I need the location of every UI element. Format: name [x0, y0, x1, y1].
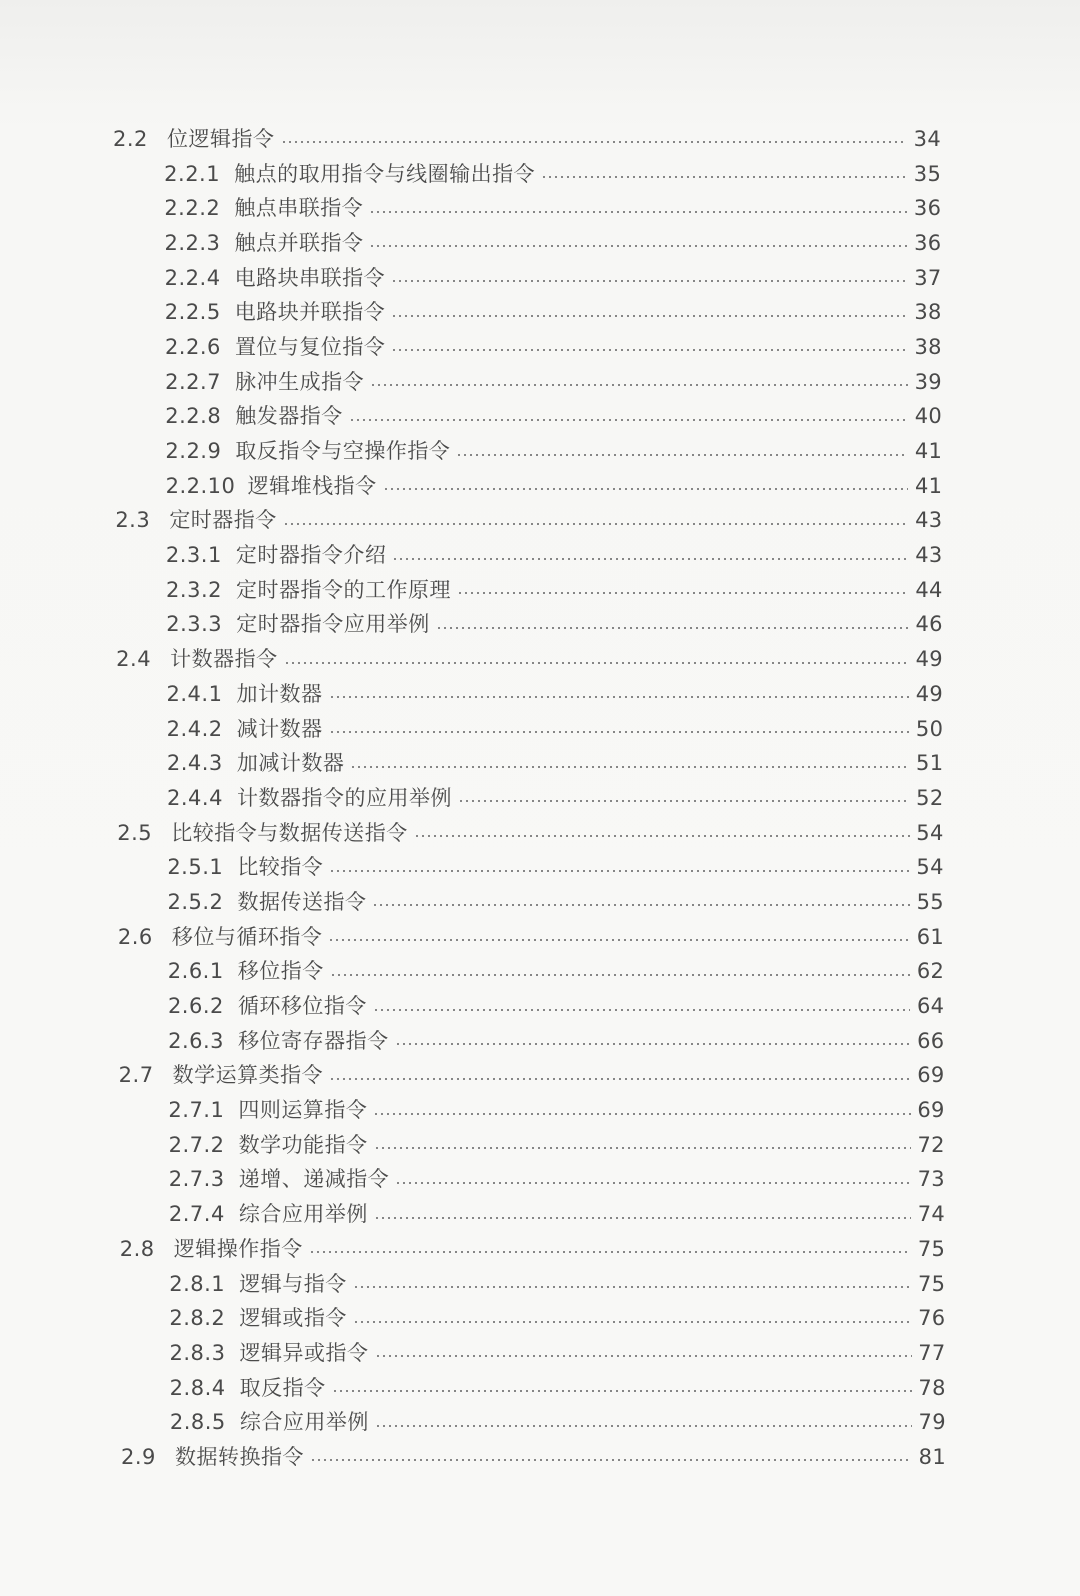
toc-entry-page-number: 36 — [914, 230, 942, 255]
toc-entry-page-number: 74 — [917, 1202, 946, 1227]
toc-entry-number: 2.2.7 — [165, 369, 222, 394]
toc-entry-title: 数据传送指令 — [237, 889, 367, 914]
toc-section-entry — [0, 816, 944, 851]
dot-leader — [375, 1355, 912, 1357]
toc-entry-page-number: 40 — [914, 404, 943, 429]
toc-section-entry — [0, 1440, 946, 1475]
toc-entry-title: 定时器指令 — [169, 508, 277, 533]
dot-leader — [329, 870, 909, 872]
toc-entry-number: 2.2.6 — [164, 334, 221, 359]
dot-leader — [332, 1390, 912, 1392]
toc-entry-page-number: 39 — [914, 369, 942, 394]
toc-subsection-entry — [0, 1405, 946, 1440]
toc-subsection-entry — [0, 538, 943, 573]
toc-section-entry — [0, 642, 943, 677]
toc-subsection-entry — [0, 1301, 945, 1336]
toc-subsection-entry — [0, 295, 942, 330]
table-of-contents — [0, 122, 1080, 1475]
toc-subsection-entry — [0, 677, 943, 712]
toc-subsection-entry — [0, 573, 943, 608]
toc-subsection-entry — [0, 226, 941, 261]
dot-leader — [369, 245, 907, 247]
toc-entry-number: 2.2 — [113, 126, 148, 151]
toc-entry-number: 2.7.3 — [168, 1167, 225, 1192]
toc-entry-title: 定时器指令应用举例 — [236, 612, 430, 637]
toc-entry-number: 2.8.1 — [169, 1271, 226, 1296]
toc-entry-title: 加计数器 — [236, 681, 323, 706]
toc-entry-title: 移位指令 — [237, 959, 324, 984]
dot-leader — [373, 1113, 910, 1115]
toc-entry-title: 逻辑堆栈指令 — [247, 473, 377, 498]
toc-subsection-entry — [0, 1371, 946, 1406]
toc-entry-page-number: 55 — [916, 889, 944, 914]
toc-entry-title: 电路块串联指令 — [234, 265, 386, 290]
toc-entry-page-number: 78 — [918, 1375, 946, 1400]
toc-entry-page-number: 54 — [916, 820, 944, 845]
toc-subsection-entry — [0, 1093, 945, 1128]
toc-entry-title: 取反指令与空操作指令 — [235, 439, 451, 464]
toc-entry-page-number: 73 — [917, 1167, 945, 1192]
toc-entry-number: 2.3 — [115, 508, 151, 533]
toc-entry-title: 数学功能指令 — [238, 1132, 368, 1157]
toc-entry-number: 2.4.2 — [166, 716, 223, 741]
toc-entry-number: 2.2.8 — [165, 404, 222, 429]
dot-leader — [283, 523, 909, 525]
toc-entry-page-number: 41 — [914, 439, 943, 464]
toc-entry-number: 2.3.1 — [165, 543, 222, 568]
dot-leader — [309, 1251, 911, 1253]
toc-entry-number: 2.8.2 — [169, 1306, 226, 1331]
toc-subsection-entry — [0, 1197, 945, 1232]
toc-entry-title: 四则运算指令 — [238, 1098, 368, 1123]
toc-entry-number: 2.6.2 — [167, 994, 224, 1019]
toc-entry-title: 递增、递减指令 — [238, 1167, 390, 1192]
toc-entry-page-number: 66 — [917, 1028, 945, 1053]
toc-subsection-entry — [0, 955, 944, 990]
toc-entry-number: 2.4.1 — [166, 681, 223, 706]
toc-entry-title: 触点并联指令 — [234, 230, 364, 255]
toc-entry-number: 2.2.3 — [164, 230, 221, 255]
dot-leader — [370, 384, 908, 386]
dot-leader — [374, 1217, 911, 1219]
dot-leader — [383, 488, 909, 490]
toc-entry-number: 2.5 — [117, 820, 153, 845]
toc-entry-title: 综合应用举例 — [239, 1410, 369, 1435]
dot-leader — [349, 419, 908, 421]
dot-leader — [330, 974, 910, 976]
toc-section-entry — [0, 920, 944, 955]
toc-subsection-entry — [0, 191, 941, 226]
toc-entry-number: 2.8 — [119, 1236, 155, 1261]
dot-leader — [310, 1459, 912, 1461]
dot-leader — [391, 280, 907, 282]
dot-leader — [284, 662, 909, 664]
toc-entry-title: 比较指令与数据传送指令 — [171, 820, 408, 845]
toc-entry-title: 定时器指令的工作原理 — [236, 577, 452, 602]
toc-entry-number: 2.3.3 — [166, 612, 223, 637]
toc-entry-title: 移位寄存器指令 — [238, 1028, 389, 1053]
toc-subsection-entry — [0, 608, 943, 643]
toc-entry-title: 取反指令 — [239, 1375, 326, 1400]
toc-entry-page-number: 69 — [917, 1098, 945, 1123]
toc-entry-page-number: 44 — [915, 577, 943, 602]
toc-entry-page-number: 43 — [915, 543, 943, 568]
toc-subsection-entry — [0, 365, 942, 400]
toc-entry-title: 加减计数器 — [236, 751, 345, 776]
dot-leader — [395, 1182, 911, 1184]
toc-entry-title: 逻辑与指令 — [239, 1271, 347, 1296]
toc-entry-title: 触发器指令 — [235, 404, 343, 429]
toc-entry-title: 数学运算类指令 — [172, 1063, 324, 1088]
toc-entry-page-number: 43 — [915, 508, 943, 533]
toc-entry-page-number: 72 — [917, 1132, 945, 1157]
toc-entry-number: 2.5.1 — [167, 855, 224, 880]
dot-leader — [369, 211, 907, 213]
toc-entry-page-number: 38 — [914, 300, 942, 325]
dot-leader — [458, 800, 910, 802]
toc-subsection-entry — [0, 1128, 945, 1163]
toc-entry-title: 电路块并联指令 — [234, 300, 386, 325]
toc-entry-number: 2.6 — [117, 924, 153, 949]
toc-entry-number: 2.7.1 — [168, 1098, 225, 1123]
toc-entry-title: 减计数器 — [236, 716, 323, 741]
toc-entry-page-number: 34 — [913, 126, 941, 151]
dot-leader — [329, 1078, 910, 1080]
dot-leader — [456, 454, 908, 456]
dot-leader — [372, 904, 909, 906]
toc-entry-page-number: 36 — [913, 196, 942, 221]
toc-subsection-entry — [0, 1267, 945, 1302]
toc-subsection-entry — [0, 781, 944, 816]
toc-entry-number: 2.2.4 — [164, 265, 221, 290]
toc-entry-page-number: 51 — [916, 751, 944, 776]
toc-entry-page-number: 52 — [916, 785, 944, 810]
toc-entry-title: 置位与复位指令 — [234, 334, 386, 359]
dot-leader — [350, 766, 909, 768]
toc-entry-number: 2.4 — [116, 647, 152, 672]
toc-entry-number: 2.7.2 — [168, 1132, 225, 1157]
toc-entry-number: 2.2.10 — [165, 473, 236, 498]
toc-subsection-entry — [0, 746, 943, 781]
toc-subsection-entry — [0, 1163, 945, 1198]
toc-entry-page-number: 79 — [918, 1410, 946, 1435]
toc-subsection-entry — [0, 157, 941, 192]
toc-entry-page-number: 54 — [916, 855, 944, 880]
toc-entry-number: 2.8.5 — [169, 1410, 226, 1435]
toc-entry-number: 2.6.1 — [167, 959, 224, 984]
dot-leader — [436, 627, 909, 629]
toc-entry-number: 2.2.2 — [164, 196, 221, 221]
dot-leader — [391, 315, 907, 317]
toc-section-entry — [0, 1059, 945, 1094]
toc-entry-page-number: 81 — [918, 1444, 946, 1469]
toc-entry-number: 2.7.4 — [168, 1202, 225, 1227]
dot-leader — [329, 696, 910, 698]
toc-entry-title: 脉冲生成指令 — [235, 369, 365, 394]
toc-section-entry — [0, 122, 941, 157]
toc-section-entry — [0, 1232, 945, 1267]
toc-entry-number: 2.4.3 — [166, 751, 223, 776]
toc-entry-page-number: 35 — [913, 161, 942, 186]
toc-subsection-entry — [0, 1336, 946, 1371]
dot-leader — [457, 592, 909, 594]
toc-subsection-entry — [0, 850, 944, 885]
toc-entry-title: 逻辑或指令 — [239, 1306, 347, 1331]
toc-entry-title: 循环移位指令 — [237, 994, 367, 1019]
toc-entry-number: 2.2.9 — [165, 439, 222, 464]
toc-section-entry — [0, 504, 942, 539]
toc-entry-title: 触点串联指令 — [234, 196, 364, 221]
toc-entry-number: 2.5.2 — [167, 889, 224, 914]
dot-leader — [281, 141, 908, 143]
toc-subsection-entry — [0, 261, 942, 296]
toc-entry-page-number: 50 — [915, 716, 944, 741]
toc-entry-page-number: 49 — [915, 647, 943, 672]
toc-entry-title: 移位与循环指令 — [171, 924, 323, 949]
toc-entry-number: 2.8.4 — [169, 1375, 226, 1400]
toc-entry-page-number: 38 — [914, 334, 942, 359]
toc-entry-number: 2.6.3 — [168, 1028, 225, 1053]
toc-entry-page-number: 77 — [918, 1340, 946, 1365]
toc-subsection-entry — [0, 989, 944, 1024]
toc-entry-page-number: 61 — [916, 924, 945, 949]
toc-entry-page-number: 46 — [915, 612, 943, 637]
toc-entry-page-number: 41 — [914, 473, 943, 498]
dot-leader — [374, 1147, 911, 1149]
toc-entry-title: 计数器指令 — [170, 647, 278, 672]
dot-leader — [373, 1009, 910, 1011]
toc-subsection-entry — [0, 400, 942, 435]
toc-entry-page-number: 49 — [915, 681, 944, 706]
toc-entry-number: 2.2.5 — [164, 300, 221, 325]
dot-leader — [353, 1321, 912, 1323]
toc-entry-number: 2.9 — [121, 1444, 156, 1469]
toc-entry-page-number: 64 — [916, 994, 945, 1019]
dot-leader — [414, 835, 910, 837]
toc-subsection-entry — [0, 434, 942, 469]
dot-leader — [375, 1425, 912, 1427]
dot-leader — [391, 349, 907, 351]
toc-entry-page-number: 75 — [918, 1271, 946, 1296]
toc-entry-number: 2.3.2 — [166, 577, 222, 602]
toc-entry-number: 2.2.1 — [164, 161, 221, 186]
toc-entry-title: 位逻辑指令 — [167, 126, 275, 151]
toc-entry-page-number: 62 — [916, 959, 945, 984]
toc-entry-title: 综合应用举例 — [238, 1202, 368, 1227]
toc-subsection-entry — [0, 330, 942, 365]
toc-entry-page-number: 37 — [914, 265, 942, 290]
toc-subsection-entry — [0, 885, 944, 920]
toc-entry-number: 2.8.3 — [169, 1340, 226, 1365]
toc-entry-title: 逻辑异或指令 — [239, 1340, 369, 1365]
toc-entry-page-number: 75 — [917, 1236, 946, 1261]
dot-leader — [395, 1043, 911, 1045]
toc-entry-title: 逻辑操作指令 — [173, 1236, 303, 1261]
toc-entry-page-number: 69 — [917, 1063, 945, 1088]
dot-leader — [392, 558, 908, 560]
toc-entry-page-number: 76 — [918, 1306, 946, 1331]
dot-leader — [328, 939, 910, 941]
toc-entry-title: 触点的取用指令与线圈输出指令 — [234, 161, 536, 186]
dot-leader — [329, 731, 910, 733]
toc-entry-title: 定时器指令介绍 — [235, 543, 387, 568]
toc-entry-title: 计数器指令的应用举例 — [237, 785, 452, 810]
toc-entry-title: 比较指令 — [237, 855, 324, 880]
toc-subsection-entry — [0, 712, 943, 747]
dot-leader — [353, 1286, 912, 1288]
toc-entry-number: 2.4.4 — [167, 785, 223, 810]
toc-entry-title: 数据转换指令 — [175, 1444, 304, 1469]
toc-entry-number: 2.7 — [118, 1063, 154, 1088]
toc-subsection-entry — [0, 469, 942, 504]
dot-leader — [541, 176, 907, 178]
toc-subsection-entry — [0, 1024, 944, 1059]
